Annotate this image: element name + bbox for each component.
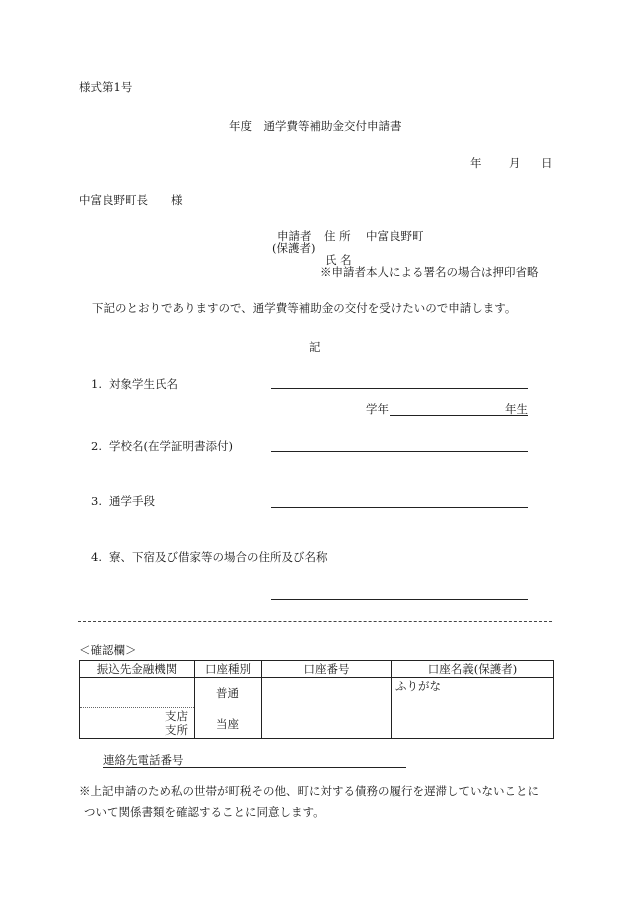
signature-note: ※申請者本人による署名の場合は押印省略 <box>320 265 539 279</box>
item-number: 3. <box>91 494 102 508</box>
header-account-holder: 口座名義(保護者) <box>392 661 554 678</box>
item-label: 対象学生氏名 <box>109 377 178 391</box>
phone-label: 連絡先電話番号 <box>103 753 184 767</box>
item-number: 4. <box>91 550 102 564</box>
form-title: 年度 通学費等補助金交付申請書 <box>229 119 402 133</box>
account-type-cell[interactable] <box>195 678 262 739</box>
cut-line-divider <box>78 621 552 622</box>
consent-line-1: ※上記申請のため私の世帯が町税その他、町に対する債務の履行を遅滞していないことに <box>79 784 539 798</box>
header-account-type: 口座種別 <box>195 661 262 678</box>
form-number: 様式第1号 <box>79 80 133 94</box>
address-value: 中富良野町 <box>366 229 424 243</box>
commute-method-field[interactable] <box>271 507 528 508</box>
ki-label: 記 <box>309 340 321 354</box>
branch-label: 支店 <box>165 709 188 723</box>
bank-cell-divider <box>80 707 194 708</box>
header-bank: 振込先金融機関 <box>80 661 195 678</box>
item-label: 学校名(在学証明書添付) <box>109 439 233 453</box>
bank-cell[interactable] <box>80 678 195 739</box>
residence-field[interactable] <box>271 599 528 600</box>
intro-text: 下記のとおりでありますので、通学費等補助金の交付を受けたいので申請します。 <box>92 301 517 315</box>
consent-line-2: ついて関係書類を確認することに同意します。 <box>84 805 325 819</box>
item-number: 2. <box>91 439 102 453</box>
addressee: 中富良野町長 様 <box>79 193 183 207</box>
applicant-sub-label: (保護者) <box>272 241 316 255</box>
name-label: 氏 名 <box>325 253 352 267</box>
account-type-ordinary: 普通 <box>216 686 239 700</box>
student-name-field[interactable] <box>271 388 528 389</box>
account-type-current: 当座 <box>216 717 239 731</box>
branch-office-label: 支所 <box>165 723 188 737</box>
address-label: 住 所 <box>324 229 351 243</box>
item-label: 通学手段 <box>109 494 155 508</box>
furigana-label: ふりがな <box>395 679 441 693</box>
date-year: 年 <box>470 156 482 170</box>
account-number-cell[interactable] <box>262 678 392 739</box>
phone-field[interactable] <box>103 767 406 768</box>
confirmation-table <box>79 660 554 739</box>
school-name-field[interactable] <box>271 451 528 452</box>
date-month: 月 <box>509 156 521 170</box>
confirm-title: ＜確認欄＞ <box>79 643 137 657</box>
date-day: 日 <box>541 156 553 170</box>
account-holder-cell[interactable] <box>392 678 554 739</box>
grade-prefix: 学年 <box>366 402 389 416</box>
grade-suffix: 年生 <box>505 402 528 416</box>
header-account-number: 口座番号 <box>262 661 392 678</box>
applicant-label: 申請者 <box>277 229 312 243</box>
item-label: 寮、下宿及び借家等の場合の住所及び名称 <box>109 550 328 564</box>
item-number: 1. <box>91 377 102 391</box>
